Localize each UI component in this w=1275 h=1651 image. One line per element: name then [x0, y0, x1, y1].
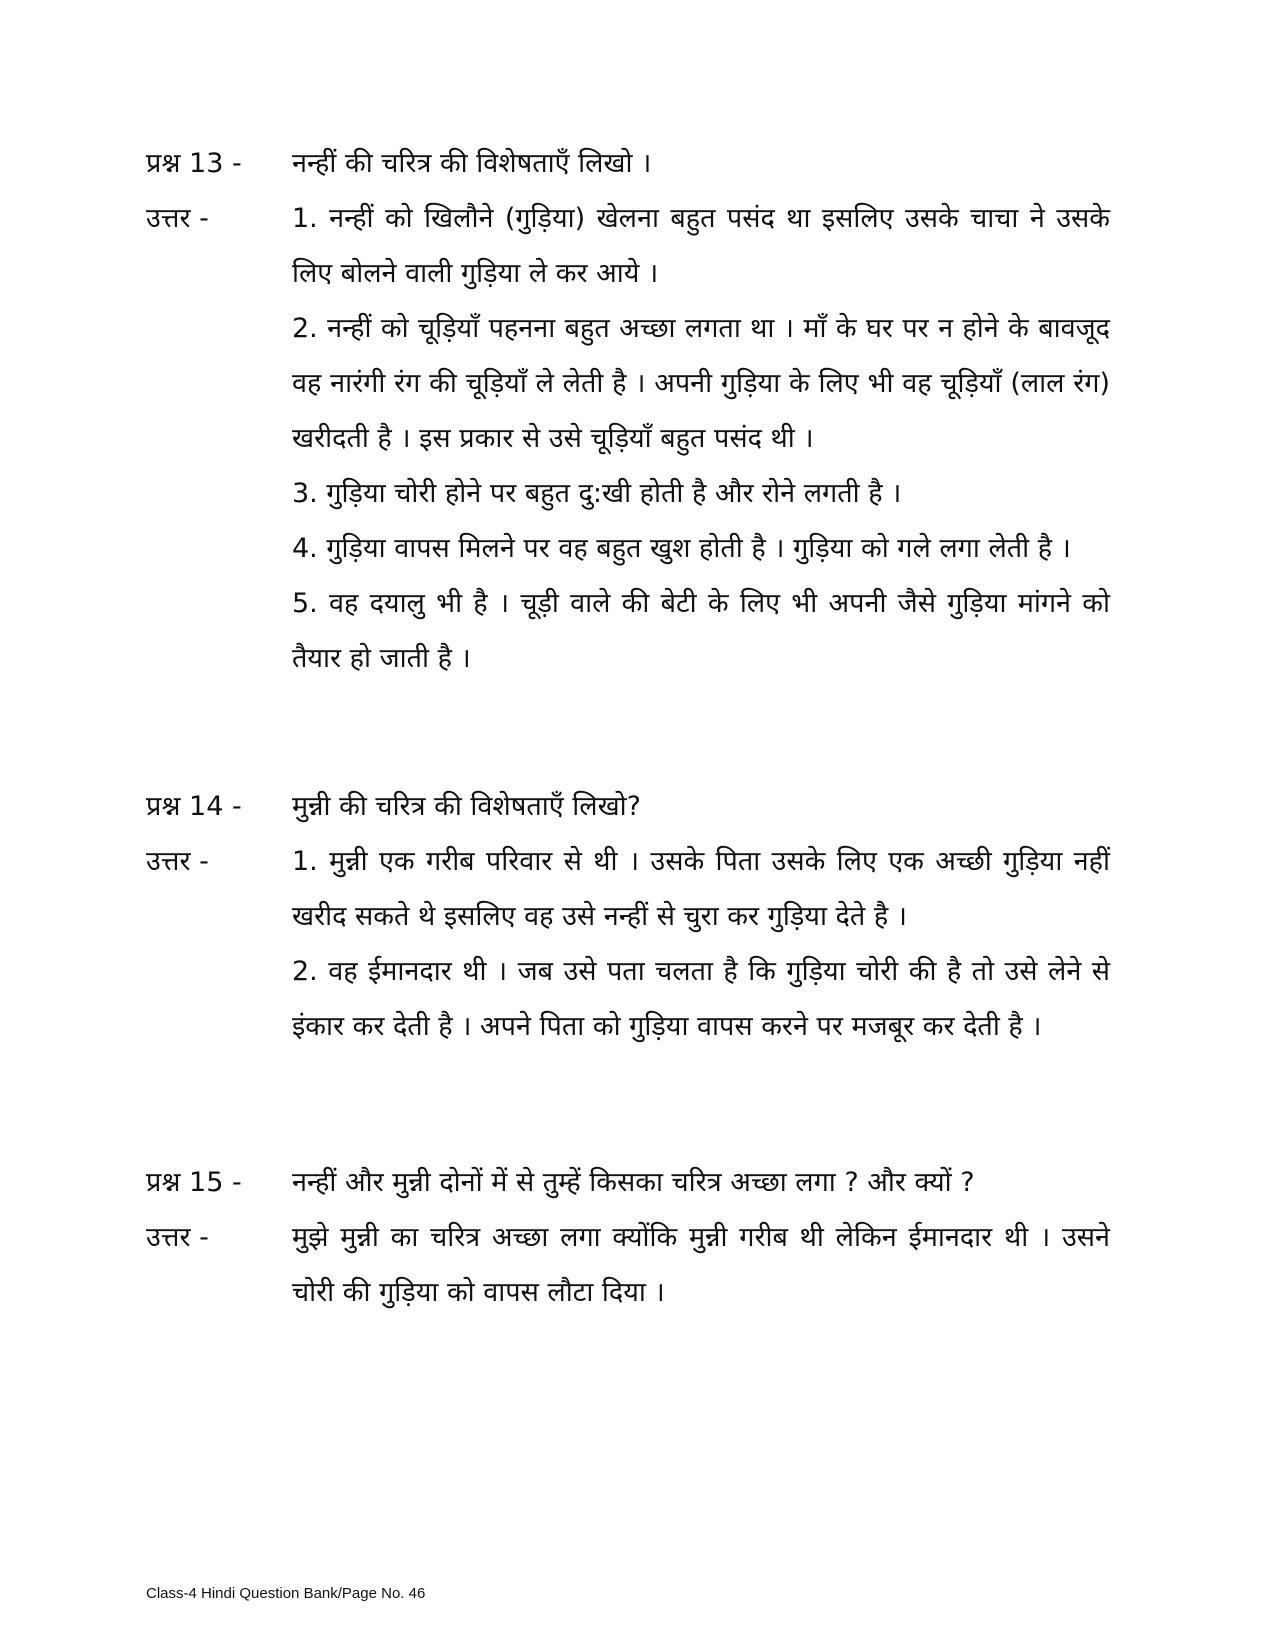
question-text: मुन्नी की चरित्र की विशेषताएँ लिखो? [292, 791, 641, 822]
answer-point: 2. वह ईमानदार थी । जब उसे पता चलता है कि गुड़िया चोरी की है तो उसे लेने से इंकार कर देती है । अपने पिता को गुड़िया वापस करने पर मजबूर कर देती है । [292, 956, 1110, 1042]
answer-point: 2. नन्हीं को चूड़ियाँ पहनना बहुत अच्छा लगता था । माँ के घर पर न होने के बावजूद वह नारंगी रंग की चूड़ियाँ ले लेती है । अपनी गुड़िया के लिए भी वह चूड़ियाँ (लाल रंग) खरीदती है । इस प्रकार से उसे चूड़ियाँ बहुत पसंद थी । [292, 313, 1110, 454]
answer-label: उत्तर - [146, 846, 209, 877]
question-label: प्रश्न 13 - [146, 148, 242, 179]
answer-label: उत्तर - [146, 1222, 209, 1253]
answer-row [146, 834, 1110, 1054]
answer-point: मुझे मुन्नी का चरित्र अच्छा लगा क्योंकि मुन्नी गरीब थी लेकिन ईमानदार थी । उसने चोरी की गुड़िया को वापस लौटा दिया । [292, 1222, 1110, 1308]
answer-point: 3. गुड़िया चोरी होने पर बहुत दु:खी होती है और रोने लगती है । [292, 478, 902, 509]
question-13-block [146, 136, 1110, 686]
answer-row [146, 1210, 1110, 1320]
question-text: नन्हीं और मुन्नी दोनों में से तुम्हें किसका चरित्र अच्छा लगा ? और क्यों ? [292, 1167, 975, 1198]
answer-content [292, 1210, 1110, 1320]
answer-label: उत्तर - [146, 203, 209, 234]
question-label: प्रश्न 14 - [146, 791, 242, 822]
answer-point: 1. नन्हीं को खिलौने (गुड़िया) खेलना बहुत पसंद था इसलिए उसके चाचा ने उसके लिए बोलने वाली गुड़िया ले कर आये । [292, 203, 1110, 289]
answer-point: 4. गुड़िया वापस मिलने पर वह बहुत खुश होती है । गुड़िया को गले लगा लेती है । [292, 533, 1071, 564]
question-row [146, 136, 1110, 191]
page-footer: Class-4 Hindi Question Bank/Page No. 46 [146, 1585, 426, 1602]
question-text: नन्हीं की चरित्र की विशेषताएँ लिखो । [292, 148, 652, 179]
question-15-block [146, 1155, 1110, 1320]
answer-point: 1. मुन्नी एक गरीब परिवार से थी । उसके पिता उसके लिए एक अच्छी गुड़िया नहीं खरीद सकते थे इसलिए वह उसे नन्हीं से चुरा कर गुड़िया देते है । [292, 846, 1110, 932]
question-label: प्रश्न 15 - [146, 1167, 242, 1198]
question-row [146, 779, 1110, 834]
answer-point: 5. वह दयालु भी है । चूड़ी वाले की बेटी के लिए भी अपनी जैसे गुड़िया मांगने को तैयार हो जाती है । [292, 588, 1110, 674]
answer-content [292, 191, 1110, 686]
answer-row [146, 191, 1110, 686]
question-14-block [146, 779, 1110, 1054]
question-row [146, 1155, 1110, 1210]
answer-content [292, 834, 1110, 1054]
